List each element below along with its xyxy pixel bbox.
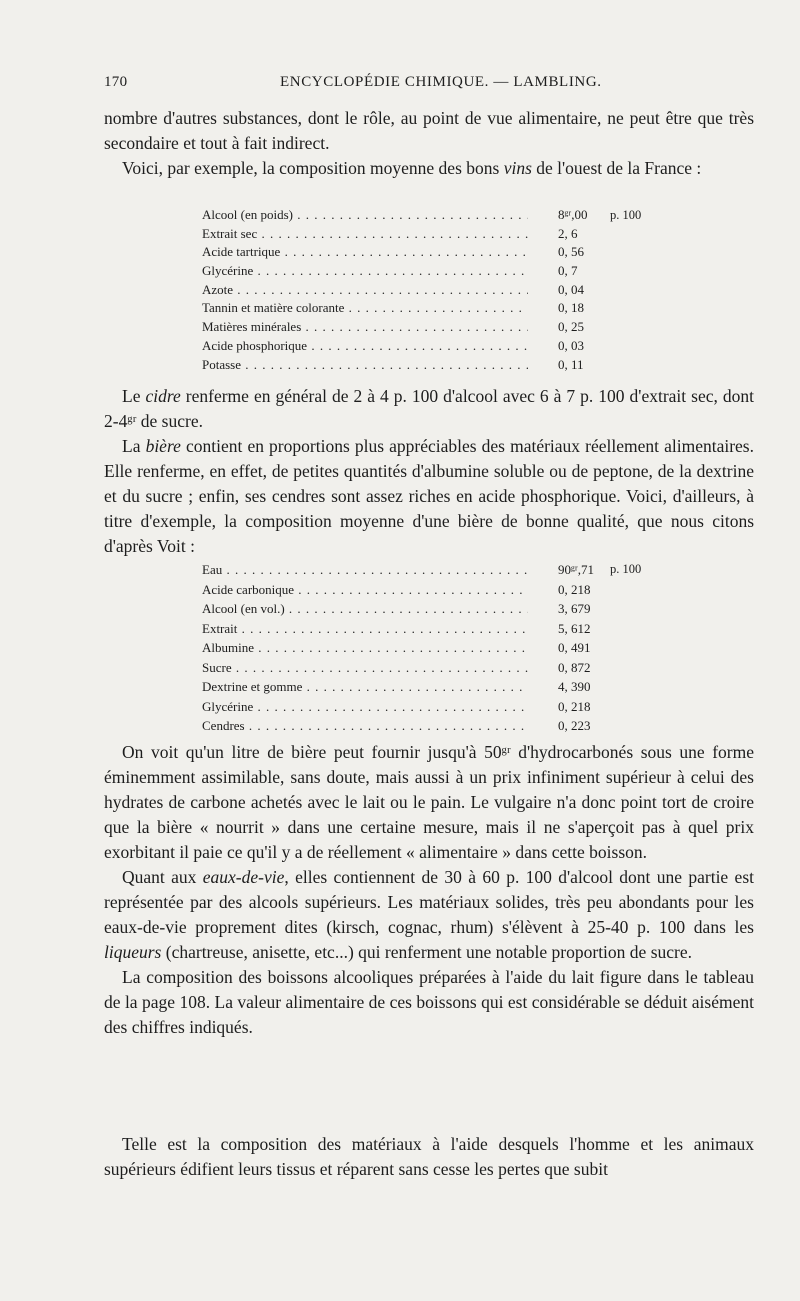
table-row [202,619,662,639]
row-label: Tannin et matière colorante . . . [202,299,528,318]
table-row [202,560,662,580]
beer-composition-table [202,560,662,736]
table-row [202,677,662,697]
page-number: 170 [104,74,128,90]
emphasis-eaux-de-vie: eaux-de-vie [202,867,285,887]
final-paragraph: Telle est la composition des matériaux à l'aide desquels l'homme et les animaux supérieurs édifient leurs tissus et réparent sans cesse les pertes que subit [104,1134,754,1179]
table-row [202,206,662,225]
table-row [202,716,662,736]
table-row [202,243,662,262]
table-row [202,638,662,658]
row-value: 0, 03 [558,337,584,353]
row-label: Sucre . . . [202,658,528,678]
row-label: Cendres . . . [202,716,528,736]
row-value: 0, 872 [558,659,591,675]
table-row [202,337,662,356]
row-value: 5, 612 [558,620,591,636]
row-value: 0, 11 [558,356,584,372]
text-run: (chartreuse, anisette, etc...) qui renferment une notable proportion de sucre. [161,942,692,962]
row-value: 0, 491 [558,640,591,655]
row-label: Eau . . . [202,560,528,580]
text-run: de l'ouest de la France : [531,158,702,178]
row-unit: p. 100 [610,562,642,576]
page-header [104,74,754,96]
table-row [202,281,662,300]
row-value: 4, 390 [558,679,591,694]
text-run: Voici, par exemple, la composition moyenne des bons [122,158,504,178]
row-label: Matières minérales . . . [202,318,528,337]
row-label: Alcool (en vol.) . . . [202,599,528,619]
row-value: 90ᵍʳ,71 [558,562,594,577]
row-label: Potasse . . . [202,356,528,375]
emphasis-cidre: cidre [145,386,181,406]
text-run: La [122,436,146,456]
text-run: renferme en général de 2 à 4 p. 100 d'alcool avec 6 à 7 p. 100 d'extrait sec, dont 2-4ᵍʳ de sucre. [104,386,754,431]
row-value: 0, 04 [558,281,584,297]
row-label: Acide phosphorique . . . [202,337,528,356]
lait-paragraph: La composition des boissons alcooliques préparées à l'aide du lait figure dans le tableau de la page 108. La valeur alimentaire de ces boissons qui est considérable se déduit aisément des chiffres indiqués. [104,967,754,1037]
text-run: Quant aux [122,867,203,887]
row-value: 8ᵍʳ,00 [558,207,588,222]
row-label: Extrait sec . . . [202,225,528,244]
table-row [202,262,662,281]
middle-text [104,384,754,559]
biere-paragraph [104,434,754,559]
table-row [202,658,662,678]
biere-prix-paragraph: On voit qu'un litre de bière peut fournir jusqu'à 50ᵍʳ d'hydrocarbonés sous une forme éminemment assimilable, sans doute, mais aussi à un prix infiniment supérieur à celui des hydrates de carbone achetés avec le lait ou le pain. Le vulgaire n'a donc point tort de croire que la bière « nourrit » dans une certaine mesure, mais il ne s'aperçoit pas à quel prix exorbitant il paie ce qu'il y a de réellement « alimentaire » dans cette boisson. [104,742,754,862]
row-value: 0, 218 [558,581,591,597]
table-row [202,580,662,600]
row-value: 0, 218 [558,698,591,714]
table-row [202,599,662,619]
table-row [202,318,662,337]
row-value: 0, 25 [558,319,584,335]
row-label: Glycérine . . . [202,697,528,717]
row-label: Alcool (en poids) . . . [202,206,528,225]
row-label: Extrait . . . [202,619,528,639]
row-label: Acide tartrique . . . [202,243,528,262]
text-run: contient en proportions plus appréciables des matériaux réellement alimentaires. Elle renferme, en effet, de petites quantités d'albumine soluble ou de peptone, de la dextrine et du sucre ; enfin, ses cendres sont assez riches en acide phosphorique. Voici, d'ailleurs, à titre d'exemple, la composition moyenne d'une bière de bonne qualité, que nous citons d'après Voit : [104,436,754,556]
emphasis-vins: vins [503,158,532,178]
row-value: 0, 56 [558,244,584,260]
cidre-paragraph [104,384,754,434]
eaux-de-vie-paragraph [104,865,754,965]
row-label: Albumine . . . [202,638,528,658]
text-run: Le [122,386,146,406]
emphasis-biere: bière [145,436,181,456]
closing-text [104,740,754,1040]
row-value: 3, 679 [558,601,591,616]
row-label: Acide carbonique . . . [202,580,528,600]
table-row [202,356,662,375]
text-run: , elles contiennent de 30 à 60 p. 100 d'alcool dont une partie est représentée par des alcools supérieurs. Les matériaux solides, très peu abondants pour les eaux-de-vie proprement dites (kirsch, cognac, rhum) s'élèvent à 25-40 p. 100 dans les [104,867,754,937]
running-title: ENCYCLOPÉDIE CHIMIQUE. — LAMBLING. [280,74,602,90]
wine-composition-table [202,206,662,374]
row-unit: p. 100 [610,208,642,222]
row-label: Azote . . . [202,281,528,300]
emphasis-liqueurs: liqueurs [104,942,162,962]
row-value: 0, 18 [558,300,584,316]
row-label: Glycérine . . . [202,262,528,281]
row-label: Dextrine et gomme . . . [202,677,528,697]
row-value: 0, 7 [558,263,578,279]
table-row [202,697,662,717]
row-value: 0, 223 [558,718,591,733]
final-text [104,1132,754,1182]
row-value: 2, 6 [558,225,578,241]
wine-intro-paragraph [104,156,754,181]
intro-text [104,106,754,181]
intro-paragraph: nombre d'autres substances, dont le rôle, au point de vue alimentaire, ne peut être que très secondaire et tout à fait indirect. [104,108,754,153]
table-row [202,225,662,244]
table-row [202,299,662,318]
